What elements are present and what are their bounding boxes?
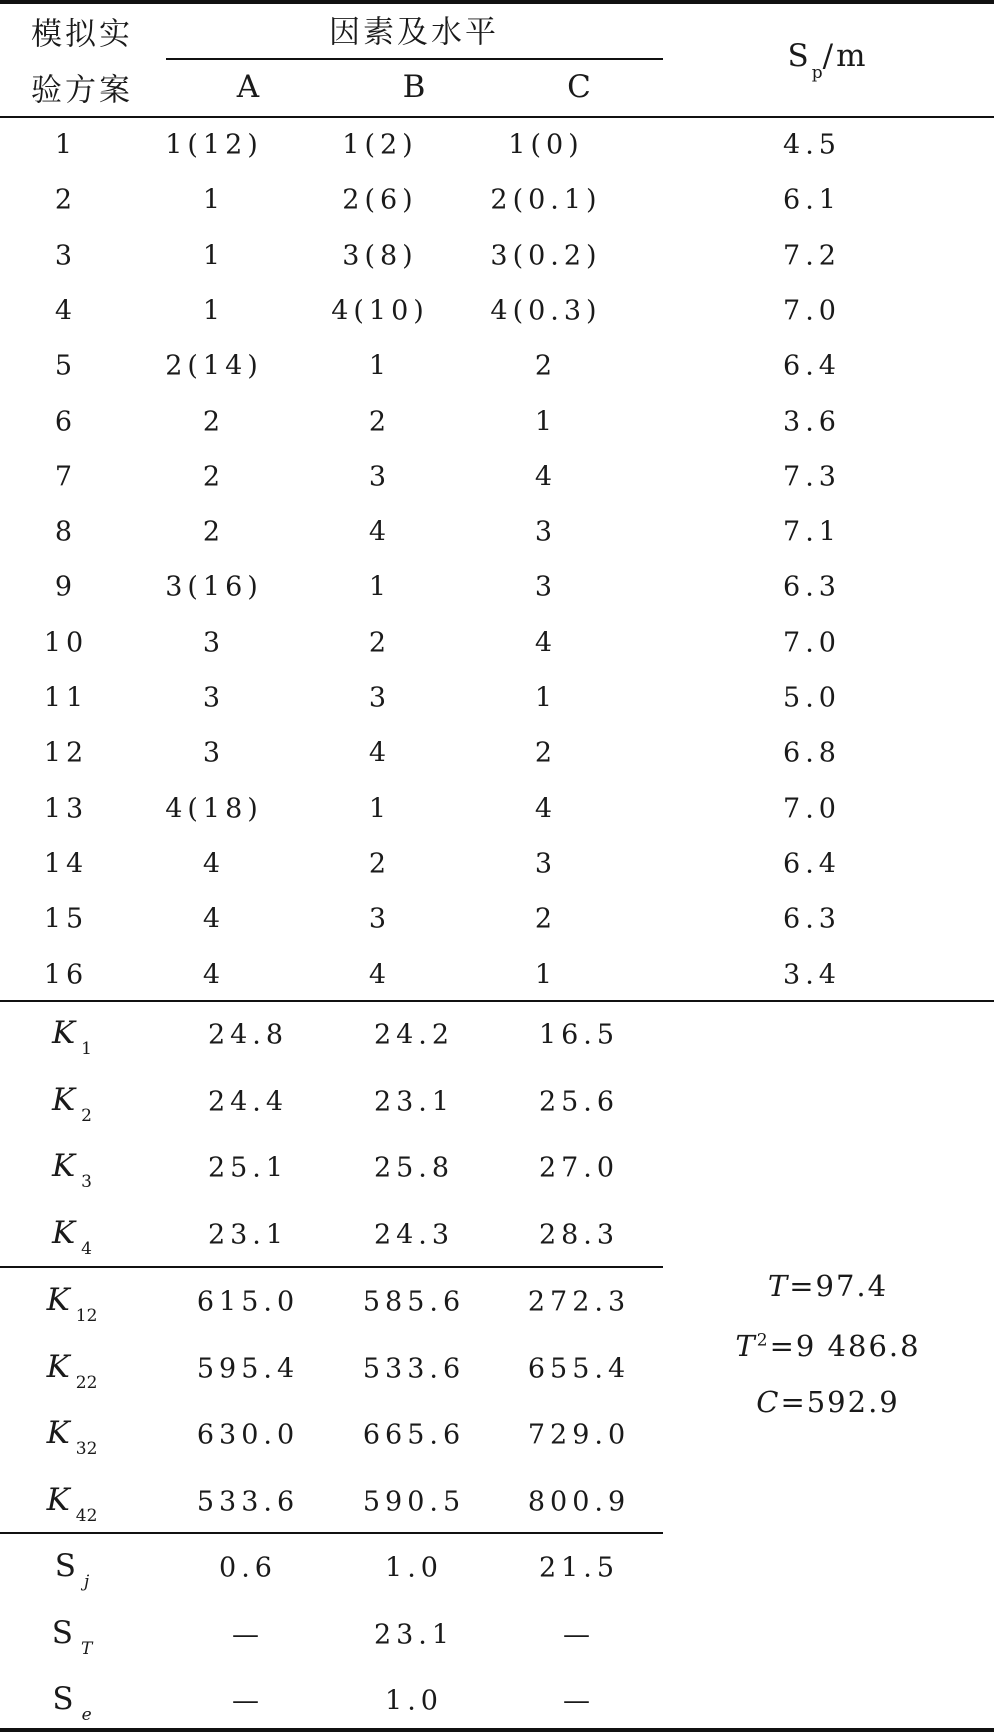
ksq-row-subscript: 12 (75, 1306, 98, 1327)
k-row-a-value-2: 24.4 (207, 1086, 289, 1117)
s-row-a-value-2: — (232, 1619, 264, 1650)
k-row-label-1 (52, 1014, 92, 1060)
table-row-5-scheme-number: 5 (54, 350, 78, 382)
header-factor-c: C (567, 69, 591, 105)
table-row-16-scheme-number: 16 (43, 959, 89, 990)
header-factor-a: A (236, 69, 260, 105)
table-row-14-factor-b-level: 2 (368, 848, 392, 880)
s-row-b-value-3: 1.0 (385, 1685, 443, 1717)
table-row-7-sp-value: 7.3 (783, 461, 841, 493)
k-row-c-value-1: 16.5 (538, 1019, 620, 1051)
table-row-13-factor-c-level: 4 (534, 793, 558, 825)
ksq-row-symbol: K (46, 1348, 70, 1385)
table-row-15-factor-c-level: 2 (534, 903, 558, 935)
table-row-11-sp-value: 5.0 (783, 682, 841, 714)
table-row-16-factor-b-level: 4 (368, 959, 392, 990)
table-row-14-factor-c-level: 3 (534, 848, 558, 880)
ksq-row-label-3 (46, 1414, 98, 1460)
summary-c-symbol: C (756, 1385, 781, 1419)
table-row-5-factor-b-level: 1 (368, 350, 392, 382)
ksq-row-b-value-4: 590.5 (362, 1486, 466, 1517)
k-row-subscript: 3 (81, 1172, 92, 1193)
summary-t2-value: =9 486.8 (769, 1329, 921, 1363)
table-row-10-factor-a-level: 3 (202, 627, 226, 659)
k-row-label-3 (52, 1147, 92, 1193)
table-row-7-factor-b-level: 3 (368, 461, 392, 493)
table-row-14-scheme-number: 14 (43, 848, 89, 880)
s-row-c-value-2: — (563, 1619, 595, 1650)
table-row-15-scheme-number: 15 (43, 903, 89, 935)
table-row-1-scheme-number: 1 (54, 129, 78, 161)
table-row-3-scheme-number: 3 (54, 240, 78, 272)
table-row-11-scheme-number: 11 (43, 682, 89, 714)
summary-t2-symbol: T (735, 1329, 757, 1363)
k-row-b-value-1: 24.2 (373, 1019, 455, 1051)
header-sp-symbol: S (787, 37, 809, 74)
s-row-a-value-3: — (232, 1685, 264, 1717)
table-row-3-factor-b-level: 3(8) (342, 240, 418, 272)
ksq-row-b-value-1: 585.6 (362, 1286, 466, 1318)
table-row-10-factor-b-level: 2 (368, 627, 392, 659)
k-row-a-value-3: 25.1 (207, 1152, 289, 1184)
ksq-row-a-value-3: 630.0 (196, 1419, 300, 1451)
table-row-15-factor-a-level: 4 (202, 903, 226, 935)
table-row-4-factor-b-level: 4(10) (331, 295, 429, 327)
s-row-subscript: e (81, 1705, 92, 1726)
k-row-b-value-2: 23.1 (373, 1086, 455, 1117)
table-row-4-factor-a-level: 1 (202, 295, 226, 327)
table-row-14-sp-value: 6.4 (783, 848, 841, 880)
table-row-1-sp-value: 4.5 (783, 129, 841, 161)
s-row-b-value-2: 23.1 (373, 1619, 455, 1650)
table-row-4-sp-value: 7.0 (783, 295, 841, 327)
summary-c (756, 1385, 900, 1419)
k-row-subscript: 4 (81, 1238, 92, 1259)
summary-t2-superscript: 2 (756, 1330, 770, 1351)
table-row-3-factor-a-level: 1 (202, 240, 226, 272)
k-row-c-value-3: 27.0 (538, 1152, 620, 1184)
table-row-1-factor-b-level: 1(2) (342, 129, 418, 161)
group-rule (166, 58, 663, 60)
table-row-16-factor-a-level: 4 (202, 959, 226, 990)
header-factor-group: 因素及水平 (329, 14, 499, 51)
table-row-5-factor-a-level: 2(14) (165, 350, 263, 382)
table-row-7-factor-c-level: 4 (534, 461, 558, 493)
s-row-label-3 (52, 1680, 92, 1726)
s-row-label-1 (54, 1547, 90, 1593)
s-row-symbol: S (52, 1680, 74, 1717)
table-row-16-sp-value: 3.4 (783, 959, 841, 990)
k-row-label-4 (52, 1214, 92, 1259)
summary-t (768, 1269, 888, 1303)
ksq-row-symbol: K (46, 1281, 70, 1318)
k-row-a-value-4: 23.1 (207, 1219, 289, 1250)
s-row-c-value-3: — (563, 1685, 595, 1717)
table-row-15-factor-b-level: 3 (368, 903, 392, 935)
table-row-5-factor-c-level: 2 (534, 350, 558, 382)
table-row-10-factor-c-level: 4 (534, 627, 558, 659)
k-row-b-value-4: 24.3 (373, 1219, 455, 1250)
table-row-2-factor-c-level: 2(0.1) (490, 184, 602, 216)
s-row-subscript: T (80, 1638, 93, 1659)
table-row-14-factor-a-level: 4 (202, 848, 226, 880)
table-row-9-factor-c-level: 3 (534, 571, 558, 603)
table-row-9-sp-value: 6.3 (783, 571, 841, 603)
header-sp (787, 37, 869, 84)
body-bottom-rule (0, 1000, 994, 1002)
ksq-row-c-value-1: 272.3 (527, 1286, 631, 1318)
header-bottom-rule (0, 116, 994, 118)
k-row-a-value-1: 24.8 (207, 1019, 289, 1051)
table-row-1-factor-a-level: 1(12) (165, 129, 263, 161)
ksq-row-label-4 (46, 1481, 98, 1526)
table-row-12-sp-value: 6.8 (783, 737, 841, 769)
table-row-4-factor-c-level: 4(0.3) (490, 295, 602, 327)
ksq-row-a-value-4: 533.6 (196, 1486, 300, 1517)
header-sp-unit: /m (822, 37, 869, 74)
k-row-symbol: K (52, 1014, 76, 1051)
table-row-6-factor-c-level: 1 (534, 406, 558, 437)
table-row-7-scheme-number: 7 (54, 461, 78, 493)
table-row-8-sp-value: 7.1 (783, 516, 841, 548)
table-row-12-factor-a-level: 3 (202, 737, 226, 769)
table-row-6-factor-b-level: 2 (368, 406, 392, 437)
table-row-13-factor-a-level: 4(18) (165, 793, 263, 825)
summary-t-symbol: T (767, 1269, 790, 1303)
table-row-6-scheme-number: 6 (54, 406, 78, 437)
table-row-3-factor-c-level: 3(0.2) (490, 240, 602, 272)
table-row-15-sp-value: 6.3 (783, 903, 841, 935)
table-row-12-factor-b-level: 4 (368, 737, 392, 769)
ksq-row-c-value-2: 655.4 (527, 1353, 631, 1384)
ksq-row-subscript: 22 (75, 1372, 98, 1393)
table-row-6-factor-a-level: 2 (202, 406, 226, 437)
table-row-8-factor-c-level: 3 (534, 516, 558, 548)
ksq-row-symbol: K (46, 1481, 70, 1518)
ksq-row-label-1 (46, 1281, 98, 1327)
k-row-subscript: 2 (81, 1105, 92, 1126)
ksq-row-b-value-2: 533.6 (362, 1353, 466, 1384)
table-row-6-sp-value: 3.6 (783, 406, 841, 437)
ksq-row-c-value-4: 800.9 (527, 1486, 631, 1517)
table-row-3-sp-value: 7.2 (783, 240, 841, 272)
s-row-b-value-1: 1.0 (385, 1552, 443, 1584)
table-row-12-factor-c-level: 2 (534, 737, 558, 769)
table-row-11-factor-c-level: 1 (534, 682, 558, 714)
ksq-row-symbol: K (46, 1414, 70, 1451)
s-row-c-value-1: 21.5 (538, 1552, 620, 1584)
table-row-10-scheme-number: 10 (43, 627, 89, 659)
s-row-subscript: j (83, 1572, 90, 1593)
table-row-2-factor-b-level: 2(6) (342, 184, 418, 216)
ksq-row-subscript: 42 (75, 1505, 98, 1526)
s-row-label-2 (51, 1614, 93, 1659)
summary-t-squared (735, 1329, 920, 1363)
bottom-rule (0, 1728, 994, 1732)
table-row-9-factor-b-level: 1 (368, 571, 392, 603)
header-scheme-line2: 验方案 (31, 72, 133, 109)
table-row-8-factor-b-level: 4 (368, 516, 392, 548)
ksq-row-b-value-3: 665.6 (362, 1419, 466, 1451)
table-row-13-sp-value: 7.0 (783, 793, 841, 825)
table-row-8-scheme-number: 8 (54, 516, 78, 548)
k-bottom-rule (0, 1266, 663, 1268)
ksq-row-subscript: 32 (75, 1439, 98, 1460)
k-row-symbol: K (52, 1147, 76, 1184)
k-row-c-value-2: 25.6 (538, 1086, 620, 1117)
table-row-16-factor-c-level: 1 (534, 959, 558, 990)
ksq-row-label-2 (46, 1348, 98, 1393)
k-row-symbol: K (52, 1214, 76, 1251)
k-row-subscript: 1 (81, 1039, 92, 1060)
table-row-13-factor-b-level: 1 (368, 793, 392, 825)
table-row-7-factor-a-level: 2 (202, 461, 226, 493)
ksq-row-a-value-2: 595.4 (196, 1353, 300, 1384)
table-row-8-factor-a-level: 2 (202, 516, 226, 548)
ksq-row-a-value-1: 615.0 (196, 1286, 300, 1318)
table-row-10-sp-value: 7.0 (783, 627, 841, 659)
header-scheme-line1: 模拟实 (31, 16, 133, 53)
table-row-5-sp-value: 6.4 (783, 350, 841, 382)
table-row-2-factor-a-level: 1 (202, 184, 226, 216)
s-row-a-value-1: 0.6 (219, 1552, 277, 1584)
table-row-11-factor-a-level: 3 (202, 682, 226, 714)
header-sp-subscript: p (811, 63, 823, 84)
k-row-b-value-3: 25.8 (373, 1152, 455, 1184)
table-row-13-scheme-number: 13 (43, 793, 89, 825)
header-factor-b: B (402, 69, 426, 105)
top-rule (0, 0, 994, 4)
table-row-9-scheme-number: 9 (54, 571, 78, 603)
table-row-9-factor-a-level: 3(16) (165, 571, 263, 603)
k-row-label-2 (52, 1081, 92, 1126)
k-row-symbol: K (52, 1081, 76, 1118)
summary-t-value: =97.4 (789, 1269, 889, 1303)
s-row-symbol: S (51, 1614, 73, 1651)
ksq-row-c-value-3: 729.0 (527, 1419, 631, 1451)
ksq-bottom-rule (0, 1532, 663, 1534)
table-row-12-scheme-number: 12 (43, 737, 89, 769)
s-row-symbol: S (54, 1547, 76, 1584)
table-row-1-factor-c-level: 1(0) (508, 129, 584, 161)
table-row-2-scheme-number: 2 (54, 184, 78, 216)
table-row-2-sp-value: 6.1 (783, 184, 841, 216)
summary-c-value: =592.9 (780, 1385, 900, 1419)
k-row-c-value-4: 28.3 (538, 1219, 620, 1250)
table-row-4-scheme-number: 4 (54, 295, 78, 327)
table-row-11-factor-b-level: 3 (368, 682, 392, 714)
